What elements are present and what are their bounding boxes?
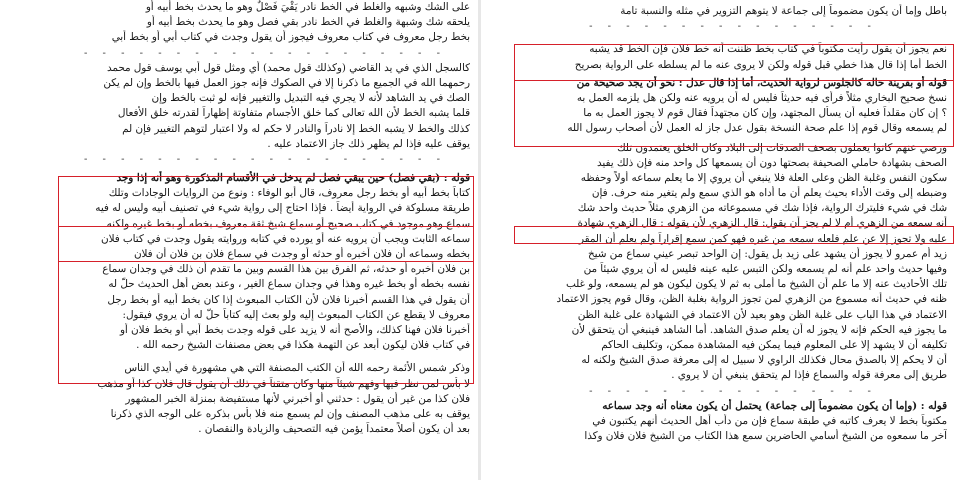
text-line: نفسه بخطه أو بخط غيره وهذا في وجدان سماع الغير ، وعند بعض أهل الحديث حلّ له (108, 278, 470, 291)
text-line: الصحف بشهادة حاملي الصحيفة بصحتها دون أن يسمعها كل واحد منه فإن ذلك يفيد (596, 156, 947, 169)
left-bottom-block (60, 361, 470, 437)
text-line: طريقة مسلوكة في الرواية أيضاً . فإذا احتاج إلى رواية شيء في تصنيف أبيه وليس له فيه (95, 202, 470, 215)
right-top-block (519, 4, 947, 34)
text-line: ؟ إن كان مقلداً فعليه أن يسأل المجتهد، وإن كان مجتهداً فقال قوم لا يجوز العمل به ما (583, 107, 947, 120)
right-bottom-block (519, 232, 947, 384)
text-line: الاعتماد في هذا الباب على غلبة الظن وهو بعيد لأن الاعتماد في الشهادة على غلبة الظن (577, 308, 947, 321)
right-box3-passage (519, 216, 947, 231)
text-line: الخط أما إذا قال هذا خطي قبل قوله ولكن لا يروى عنه ما لم يسلطه على الرواية بصريح (574, 58, 947, 71)
text-line: بعد أن يكون أصلاً معتمداً يؤمن فيه التصحيف والزيادة والنقصان . (198, 423, 470, 436)
left-top-block (60, 0, 470, 46)
text-line: لم يسمعه وقال قوم إذا علم صحة النسخة بقول عدل جاز له العمل لأن أصحاب رسول الله (567, 122, 947, 135)
text-line: آخر ما سمعوه من الشيخ أسامي الحاضرين سمع هذا الكتاب من الشيخ فلان فلان وكذا (584, 430, 947, 443)
text-line: أنه سمعه من الزهري أم لا لم يجز أن يقول: قال الزهري لأن يقوله : قال الزهري شهادة (577, 217, 947, 230)
text-line: أخبرنا فلان فهنا كذلك، والأصح أنه لا يزيد على قوله وجدت بخط أبي أو بخط فلان أو (119, 323, 470, 336)
text-line: وفيها حديث واحد علم أنه لم يسمعه ولكن التبس عليه عينه فليس له أن يروي شيئاً من (583, 263, 947, 275)
separator: - - - - - - - - - - - - - - - - - - - - (84, 47, 446, 59)
text-line: شك في شيء فليترك الرواية، فإذا شك في مسموعاته من الزهري مثلاً حديث واحد شك (577, 202, 947, 215)
text-line: قوله : (بقي فصل) حين يبقي فصل لم يدخل في الأقسام المذكورة وهو أنه إذا وجد (116, 172, 470, 185)
text-line: سكون النفس وغلبة الظن وعلى العلة فلا ينبغي أن يروي إلا ما يعلم سماعه أولاً وحفظه (580, 171, 947, 184)
text-line: أن لا يحكم إلا بالصدق محال فكذلك الراوي لا سبيل له إلى معرفة صدق الشيخ ولكنه له (581, 354, 947, 367)
text-line: تكليفه أن لا يشهد إلا على المعلوم فيما يمكن فيه المشاهدة ممكن، وتكليف الحاكم (601, 338, 947, 351)
text-line: تلك الأحاديث عنه إلا ما علم أن الشيخ ما أملى به ثم لا يكون ليكون هو لم يسمعه، ولو غلب (566, 278, 947, 291)
text-line: بخط رجل معروف في كتاب معروف فيجوز أن يقول وجدت في كتاب أبي أو بخط أبي (111, 31, 470, 44)
separator: - - - - - - - - - - - - - - - - (589, 385, 877, 397)
text-line: ظنه في حديث أنه مسموع من الزهري لمن تجوز الرواية بغلبة الظن، وقال قوم يجوز الاعتماد (556, 293, 947, 306)
right-end-block (519, 399, 947, 445)
text-line: الصك في يد الشاهد لأنه لا يجري فيه التبديل والتغيير فإنه لو ثبت بالخط وإن (151, 92, 470, 105)
separator: - - - - - - - - - - - - - - - - - - - - (84, 153, 446, 165)
left-highlighted-passage (60, 171, 470, 353)
text-line: فلان كذا من غير أن يقول : حدثني أو أخبرني لأنها مستفيضة بمنزلة الخبر المشهور (125, 392, 470, 405)
right-page (481, 0, 959, 480)
right-mid-block (519, 141, 947, 217)
separator: - - - - - - - - - - - - - - - - (589, 21, 877, 33)
text-line: أن يقول في هذا القسم أخبرنا فلان لأن الكتاب المبعوث إذا كان بخط أبيه أو بخط رجل (107, 293, 470, 306)
text-line: ورضي عنهم كانوا يعملون بصحف الصدقات إلى البلاد وكان الخلق يعتمدون تلك (617, 141, 947, 154)
text-line: نسخ صحيح البخاري مثلاً فرأى فيه حديثاً فليس له أن يرويه عنه ولكن هل يلزمه العمل به (576, 91, 947, 104)
text-line: كذلك والخط لا يشبه الخط إلا نادراً والنادر لا حكم له ولا اعتبار لتوهم التغيير فإن لم (122, 122, 470, 135)
text-line: ما يجوز فيه الحكم فإنه لا يجوز له أن يعلم صدق الشاهد. أما الشاهد فينبغي أن يتحقق لأن (571, 323, 947, 336)
text-line: مكتوباً بخط لا يعرف كاتبه في طبقة سماع فإن من دأب أهل الحديث أنهم يكتبون في (592, 414, 947, 427)
text-line: يوقف عليه فإذا لم يظهر ذلك جاز الاعتماد عليه . (267, 137, 470, 150)
text-line: نعم يجوز أن يقول رأيت مكتوباً في كتاب بخط ظننت أنه خط فلان فإن الخط قد يشبه (589, 43, 947, 56)
text-line: قلما يشبه الخط لأن الله تعالى كما خلق الأجسام متفاوتة إظهاراً لقدرته خلق الأفعال (117, 107, 470, 120)
text-line: كتاباً بخط أبيه أو بخط رجل معروف، قال أبو الوفاء : ونوع من الروايات الوجادات وتلك (108, 187, 470, 200)
text-line: كالسجل الذي في يد القاضي (وكذلك قول محمد) أي ومثل قول أبي يوسف قول محمد (107, 61, 470, 74)
left-page (0, 0, 478, 480)
text-line: يلحقه شك وشبهة والغلط في الخط نادر بقي فصل وهو ما يحدث بخط أبيه أو (146, 16, 470, 29)
right-box2-passage (519, 76, 947, 137)
text-line: بخطه وسماعه أن فلان أخبره أو حدثه أو وجدت في سماع فلان بن فلان أن فلان (133, 248, 470, 260)
text-line: زيد أم عمرو لا يجوز أن يشهد على زيد بل يقول: إن الواحد تبصر عيني سماع من شيخ (587, 247, 947, 260)
text-line: معروف لا يقطع عن الكتاب المبعوث إليه ولو بعث إليه كتاباً حلّ له أن يروي فيقول: (122, 308, 470, 321)
text-line: قوله أو بقرينة حاله كالجلوس لرواية الحديث، أما إذا قال عدل : نحو أن يجد صحيحة من (576, 76, 947, 89)
text-line: طريق إلى معرفة قوله والسماع فإذا لم يتحقق ينبغي أن لا يروي . (671, 369, 947, 382)
text-line: وذكر شمس الأئمة رحمه الله أن الكتب المصنفة التي هي مشهورة في أيدي الناس (124, 362, 470, 375)
text-line: قوله : (وإما أن يكون مضموماً إلى جماعة) يحتمل أن يكون معناه أنه وجد سماعه (602, 399, 947, 412)
text-line: بن فلان أخبره أو حدثه، ثم الفرق بين هذا القسم وبين ما تقدم أن ذلك في وجدان سماع (102, 263, 470, 276)
text-line: في كتاب فلان ليكون أبعد عن التهمة هكذا في بعض مصنفات الشيخ رحمه الله . (136, 339, 470, 352)
text-line: باطل وإما أن يكون مضموماً إلى جماعة لا يتوهم التزوير في مثله والنسبة تامة (620, 5, 947, 17)
text-line: وضبطه إلى وقت الأداء بحيث يعلم أن ما أداه هو الذي سمع ولم يتغير منه حرف. فإن (591, 187, 947, 200)
text-line: عليه ولا تجوز إلا عن علم فلعله سمعه من غيره فهو كمن سمع إقراراً ولم يعلم أن المقر (578, 232, 947, 245)
text-line: رحمهما الله في الجميع ما ذكرنا إلا في الصكوك فإنه جوز العمل فيها بالخط وإن لم يكن (103, 76, 470, 89)
text-line: سماعه الثابت ويجب أن يرويه عنه أو يورده في كتابه وروايته يقول وجدت في كتاب فلان (101, 232, 470, 245)
text-line: على الشك وشبهه والغلط في الخط نادر يَقْيَ فَصْلٌ وهو ما يحدث بخط أبيه أو (145, 1, 470, 13)
right-box1-passage (519, 42, 947, 72)
text-line: سماع وهو موجود في كتاب صحيح أو سماع شيخ ثقة معروف بخطه أو بخط غيره ولكنه (106, 217, 470, 230)
text-line: يوقف به على مذهب المصنف وإن لم يسمع منه فلا بأس بذكره على الوجه الذي ذكرنا (110, 407, 470, 420)
left-commentary-block (60, 61, 470, 152)
text-line: لا بأس لمن نظر فيها وفهم شيئاً منها وكان متقناً في ذلك أن يقول قال فلان كذا أو مذهب (97, 377, 470, 390)
